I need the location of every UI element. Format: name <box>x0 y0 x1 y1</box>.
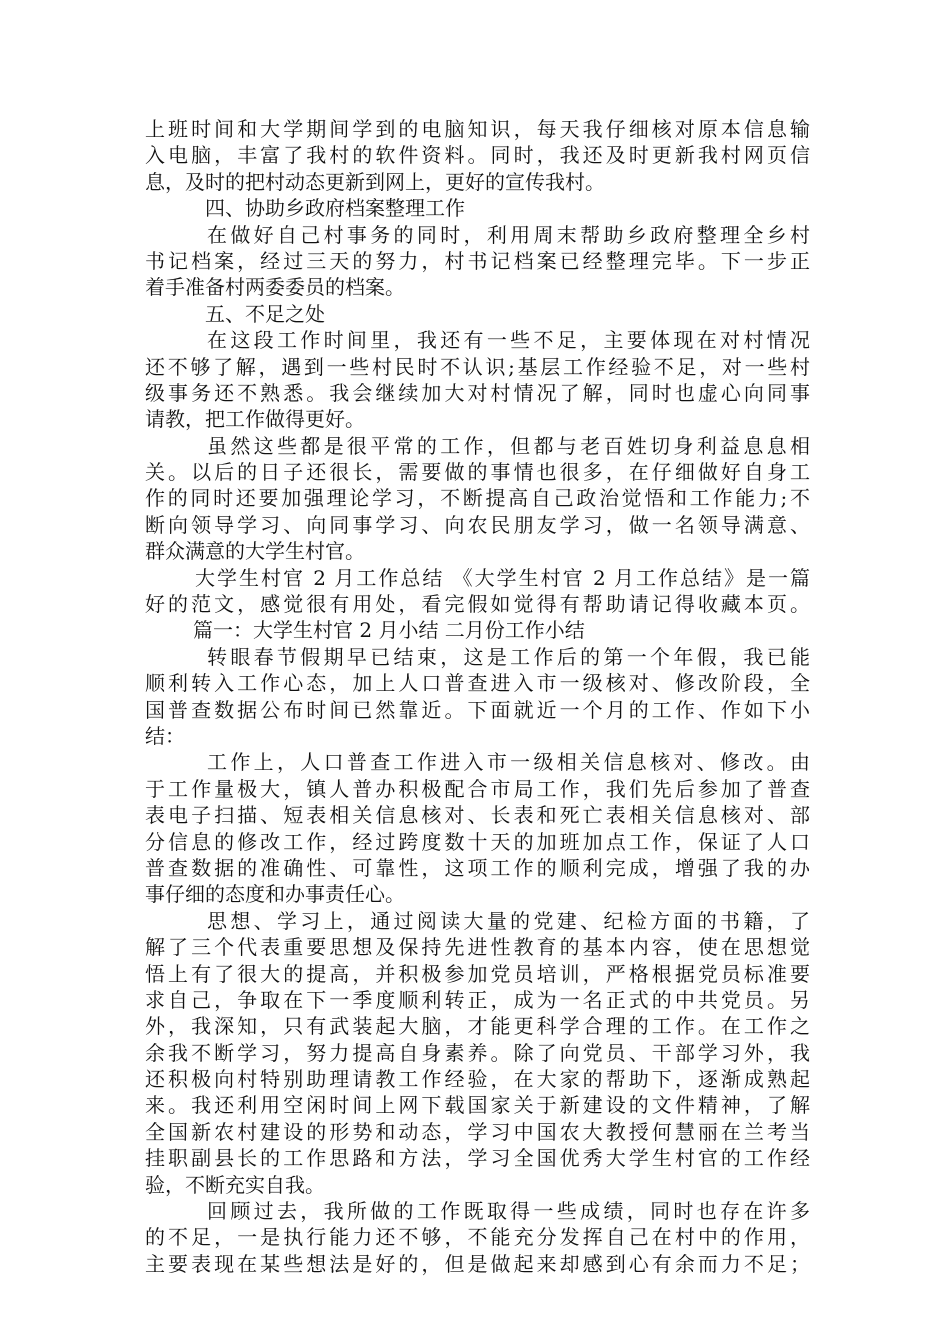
text-line: 普查数据的准确性、可靠性，这项工作的顺利完成，增强了我的办 <box>145 855 810 880</box>
text-line: 大学生村官 2 月工作总结 《大学生村官 2 月工作总结》是一篇 <box>195 565 810 590</box>
text-line: 悟上有了很大的提高，并积极参加党员培训，严格根据党员标准要 <box>145 961 810 986</box>
section-heading: 篇一：大学生村官 2 月小结 二月份工作小结 <box>193 618 585 643</box>
text-line: 还积极向村特别助理请教工作经验，在大家的帮助下，逐渐成熟起 <box>145 1067 810 1092</box>
text-line: 书记档案，经过三天的努力，村书记档案已经整理完毕。下一步正 <box>145 248 810 273</box>
text-line: 思想、学习上，通过阅读大量的党建、纪检方面的书籍，了 <box>207 908 810 933</box>
text-line: 全国新农村建设的形势和动态，学习中国农大教授何慧丽在兰考当 <box>145 1119 810 1144</box>
text-line: 级事务还不熟悉。我会继续加大对村情况了解，同时也虚心向同事 <box>145 380 810 405</box>
text-line: 国普查数据公布时间已然靠近。下面就近一个月的工作、作如下小 <box>145 697 810 722</box>
text-line: 入电脑，丰富了我村的软件资料。同时，我还及时更新我村网页信 <box>145 143 810 168</box>
text-line: 回顾过去，我所做的工作既取得一些成绩，同时也存在许多 <box>207 1199 810 1224</box>
text-line: 主要表现在某些想法是好的，但是做起来却感到心有余而力不足； <box>145 1251 810 1276</box>
text-line: 好的范文，感觉很有用处，看完假如觉得有帮助请记得收藏本页。 <box>145 592 810 617</box>
document-body <box>145 116 810 1277</box>
text-line: 还不够了解，遇到一些村民时不认识;基层工作经验不足，对一些村 <box>145 354 810 379</box>
text-line: 分信息的修改工作，经过跨度数十天的加班加点工作，保证了人口 <box>145 829 810 854</box>
text-line: 事仔细的态度和办事责任心。 <box>145 882 405 907</box>
text-line: 于工作量极大，镇人普办积极配合市局工作，我们先后参加了普查 <box>145 776 810 801</box>
text-line: 断向领导学习、向同事学习、向农民朋友学习，做一名领导满意、 <box>145 512 810 537</box>
text-line: 余我不断学习，努力提高自身素养。除了向党员、干部学习外，我 <box>145 1040 810 1065</box>
text-line: 工作上，人口普查工作进入市一级相关信息核对、修改。由 <box>207 750 810 775</box>
text-line: 顺利转入工作心态，加上人口普查进入市一级核对、修改阶段，全 <box>145 671 810 696</box>
text-line: 群众满意的大学生村官。 <box>145 539 365 564</box>
text-line: 表电子扫描、短表相关信息核对、长表和死亡表相关信息核对、部 <box>145 803 810 828</box>
text-line: 虽然这些都是很平常的工作，但都与老百姓切身利益息息相 <box>207 433 810 458</box>
text-line: 息，及时的把村动态更新到网上，更好的宣传我村。 <box>145 169 605 194</box>
text-line: 在这段工作时间里，我还有一些不足，主要体现在对村情况 <box>207 328 810 353</box>
text-line: 上班时间和大学期间学到的电脑知识，每天我仔细核对原本信息输 <box>145 117 810 141</box>
text-line: 关。以后的日子还很长，需要做的事情也很多，在仔细做好自身工 <box>145 460 810 485</box>
text-line: 着手准备村两委委员的档案。 <box>145 275 405 300</box>
text-line: 的不足，一是执行能力还不够，不能充分发挥自己在村中的作用， <box>145 1225 810 1250</box>
text-line: 解了三个代表重要思想及保持先进性教育的基本内容，使在思想觉 <box>145 935 810 960</box>
section-heading: 五、不足之处 <box>205 301 325 326</box>
text-line: 来。我还利用空闲时间上网下载国家关于新建设的文件精神，了解 <box>145 1093 810 1118</box>
text-line: 验，不断充实自我。 <box>145 1172 325 1197</box>
text-line: 请教，把工作做得更好。 <box>145 407 365 432</box>
text-line: 转眼春节假期早已结束，这是工作后的第一个年假，我已能 <box>207 644 810 669</box>
text-line: 外，我深知，只有武装起大脑，才能更科学合理的工作。在工作之 <box>145 1014 810 1039</box>
section-heading: 四、协助乡政府档案整理工作 <box>205 196 465 221</box>
text-line: 结： <box>145 723 185 748</box>
text-line: 在做好自己村事务的同时，利用周末帮助乡政府整理全乡村 <box>207 222 810 247</box>
text-line: 挂职副县长的工作思路和方法，学习全国优秀大学生村官的工作经 <box>145 1146 810 1171</box>
text-line: 求自己，争取在下一季度顺利转正，成为一名正式的中共党员。另 <box>145 987 810 1012</box>
text-line: 作的同时还要加强理论学习，不断提高自己政治觉悟和工作能力;不 <box>145 486 810 511</box>
